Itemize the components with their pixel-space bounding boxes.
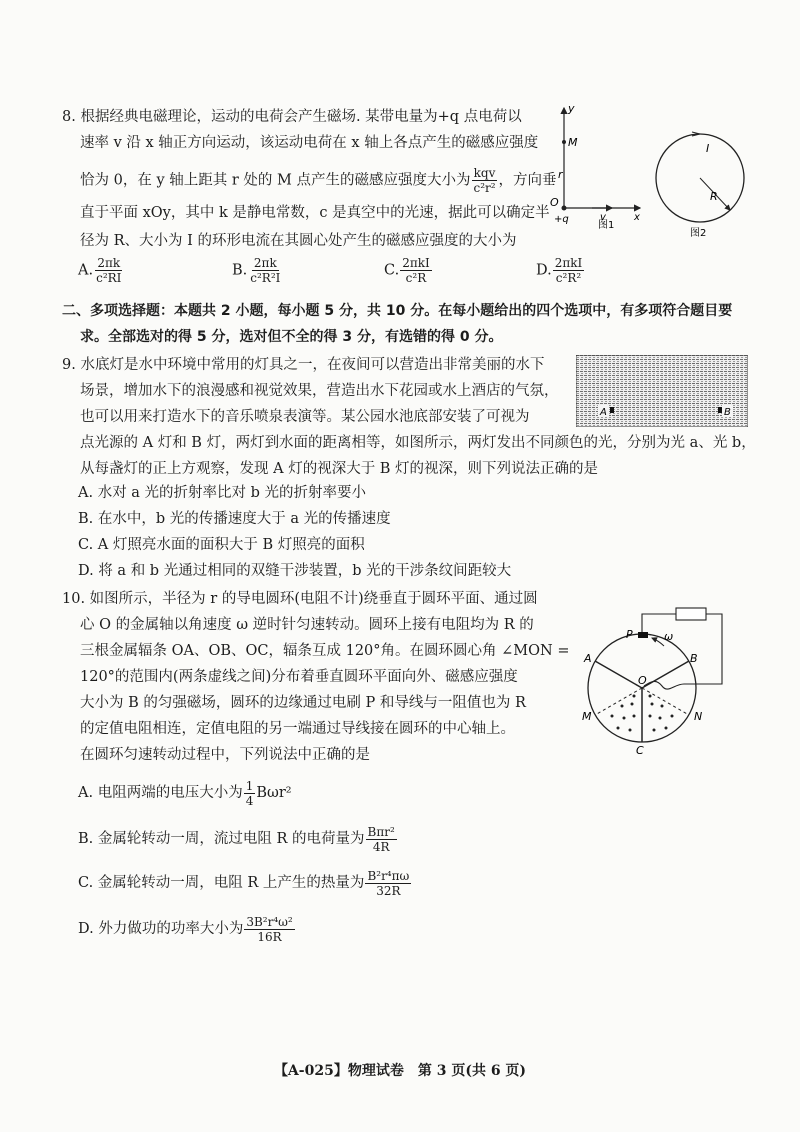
fixed-resistor	[676, 608, 706, 620]
option-label: B.	[232, 262, 248, 279]
section-2-heading: 二、多项选择题：本题共 2 小题，每小题 5 分，共 10 分。在每小题给出的四个选项中，有多项符合题目要	[62, 303, 733, 319]
option-num: 2πkI	[554, 256, 583, 270]
label-c: C	[636, 744, 644, 756]
q8-option-b[interactable]	[232, 256, 283, 285]
boundary-on	[642, 688, 689, 715]
option-den: c²R²I	[250, 271, 281, 285]
label-a: A	[584, 652, 592, 665]
option-den: 16R	[257, 929, 282, 944]
q8-line-3-text: 恰为 0，在 y 轴上距其 r 处的 M 点产生的磁感应强度大小为	[80, 172, 471, 189]
fig1-caption: 图1	[598, 220, 615, 230]
q8-formula-den: c²r²	[473, 181, 496, 195]
q8-line-1: 8. 根据经典电磁理论，运动的电荷会产生磁场. 某带电量为+q 点电荷以	[62, 109, 522, 125]
label-m: M	[568, 136, 578, 149]
label-i: I	[706, 142, 710, 155]
q9-line-4: 点光源的 A 灯和 B 灯，两灯到水面的距离相等，如图所示，两灯发出不同颜色的光，分别为光 a、光 b，	[80, 435, 756, 451]
label-lamp-a: A	[600, 407, 607, 418]
label-b: B	[690, 652, 698, 665]
rotation-arrow	[652, 638, 664, 646]
point-m	[562, 140, 566, 144]
option-tail: Bωr²	[256, 785, 292, 801]
option-text: A. 电阻两端的电压大小为	[78, 785, 243, 801]
option-fraction	[365, 869, 411, 898]
q8-line-3	[80, 166, 557, 195]
q9-option-d[interactable]: D. 将 a 和 b 光通过相同的双缝干涉装置，b 光的干涉条纹间距较大	[78, 563, 512, 579]
option-label: A.	[78, 262, 94, 279]
option-den: 4R	[372, 839, 390, 854]
section-2-heading-cont: 求。全部选对的得 5 分，选对但不全的得 3 分，有选错的得 0 分。	[80, 329, 503, 345]
label-m: M	[582, 710, 592, 723]
option-label: D.	[536, 262, 552, 279]
q8-line-4: 直于平面 xOy，其中 k 是静电常数，c 是真空中的光速，据此可以确定半	[80, 205, 550, 221]
option-num: 2πk	[253, 256, 277, 270]
option-num: 2πkI	[402, 256, 430, 270]
option-fraction	[400, 256, 432, 285]
q10-line-7: 在圆环匀速转动过程中，下列说法中正确的是	[80, 747, 370, 763]
option-num: 3B²r⁴ω²	[246, 914, 293, 929]
option-den: c²R	[405, 271, 427, 285]
q10-ring-figure	[578, 596, 730, 756]
brush-p	[638, 632, 648, 638]
boundary-om	[595, 688, 642, 715]
q10-line-3: 三根金属辐条 OA、OB、OC，辐条互成 120°角。在圆环圆心角 ∠MON =	[80, 643, 570, 659]
q8-figure-2	[650, 130, 750, 238]
label-q: +q	[554, 214, 569, 225]
q9-option-b[interactable]: B. 在水中，b 光的传播速度大于 a 光的传播速度	[78, 511, 391, 527]
q10-line-1: 10. 如图所示，半径为 r 的导电圆环(电阻不计)绕垂直于圆环平面、通过圆	[62, 591, 538, 607]
lamp-b	[718, 407, 722, 413]
label-y: y	[568, 102, 575, 115]
q8-line-3-tail: ，方向垂	[498, 172, 557, 189]
q8-figure-1	[548, 100, 648, 230]
option-den: c²R²	[555, 271, 582, 285]
page-footer: 【A-025】物理试卷 第 3 页(共 6 页)	[273, 1063, 527, 1079]
charge-dot	[562, 206, 567, 211]
q8-line-2: 速率 v 沿 x 轴正方向运动，该运动电荷在 x 轴上各点产生的磁感应强度	[80, 135, 539, 151]
label-o: O	[550, 196, 559, 209]
label-o: O	[638, 674, 647, 687]
q10-line-6: 的定值电阻相连，定值电阻的另一端通过导线接在圆环的中心轴上。	[80, 721, 515, 737]
label-r: r	[558, 168, 563, 181]
label-p: P	[626, 628, 633, 641]
option-text: B. 金属轮转动一周，流过电阻 R 的电荷量为	[78, 831, 365, 847]
q9-pool-figure	[576, 355, 748, 427]
label-r-big: R	[710, 190, 718, 203]
q9-option-a[interactable]: A. 水对 a 光的折射率比对 b 光的折射率要小	[78, 485, 367, 501]
spoke-oa	[595, 661, 642, 688]
q9-line-5: 从每盏灯的正上方观察，发现 A 灯的视深大于 B 灯的视深，则下列说法正确的是	[80, 461, 599, 477]
option-fraction	[244, 779, 256, 808]
q8-field-formula	[471, 166, 497, 195]
option-text: C. 金属轮转动一周，电阻 R 上产生的热量为	[78, 875, 365, 891]
q9-line-3: 也可以用来打造水下的音乐喷泉表演等。某公园水池底部安装了可视为	[80, 409, 530, 425]
lamp-a	[610, 407, 614, 413]
option-fraction	[244, 915, 294, 944]
q10-line-5: 大小为 B 的匀强磁场，圆环的边缘通过电刷 P 和导线与一阻值也为 R	[80, 695, 526, 711]
option-den: 32R	[376, 883, 401, 898]
q10-option-a[interactable]	[78, 776, 292, 810]
label-n: N	[694, 710, 703, 723]
option-den: 4	[245, 793, 254, 808]
q10-line-2: 心 O 的金属轴以角速度 ω 逆时针匀速转动。圆环上接有电阻均为 R 的	[80, 617, 534, 633]
label-v: v	[600, 212, 606, 223]
label-omega: ω	[664, 630, 674, 643]
q9-option-c[interactable]: C. A 灯照亮水面的面积大于 B 灯照亮的面积	[78, 537, 365, 553]
q8-line-5: 径为 R、大小为 I 的环形电流在其圆心处产生的磁感应强度的大小为	[80, 233, 517, 249]
q10-option-c[interactable]	[78, 866, 412, 900]
q8-option-a[interactable]	[78, 256, 124, 285]
q9-line-2: 场景，增加水下的浪漫感和视觉效果，营造出水下花园或水上酒店的气氛，	[80, 383, 559, 399]
option-num: Bπr²	[367, 824, 395, 839]
option-num: B²r⁴πω	[367, 868, 410, 883]
label-x: x	[634, 212, 640, 223]
option-num: 2πk	[97, 256, 121, 270]
option-fraction	[366, 825, 397, 854]
option-fraction	[248, 256, 282, 285]
q10-option-b[interactable]	[78, 822, 398, 856]
wire-right	[684, 614, 722, 684]
option-den: c²RI	[96, 271, 122, 285]
option-fraction	[94, 256, 123, 285]
q10-option-d[interactable]	[78, 912, 296, 946]
fig2-caption: 图2	[690, 228, 707, 238]
q8-option-c[interactable]	[384, 256, 433, 285]
option-text: D. 外力做功的功率大小为	[78, 921, 244, 937]
option-num: 1	[245, 778, 254, 793]
q8-formula-num: kqv	[473, 166, 496, 180]
q9-line-1: 9. 水底灯是水中环境中常用的灯具之一，在夜间可以营造出非常美丽的水下	[62, 357, 545, 373]
option-label: C.	[384, 262, 400, 279]
q8-option-d[interactable]	[536, 256, 585, 285]
q10-line-4: 120°的范围内(两条虚线之间)分布着垂直圆环平面向外、磁感应强度	[80, 669, 518, 685]
label-lamp-b: B	[724, 407, 731, 418]
option-fraction	[553, 256, 585, 285]
